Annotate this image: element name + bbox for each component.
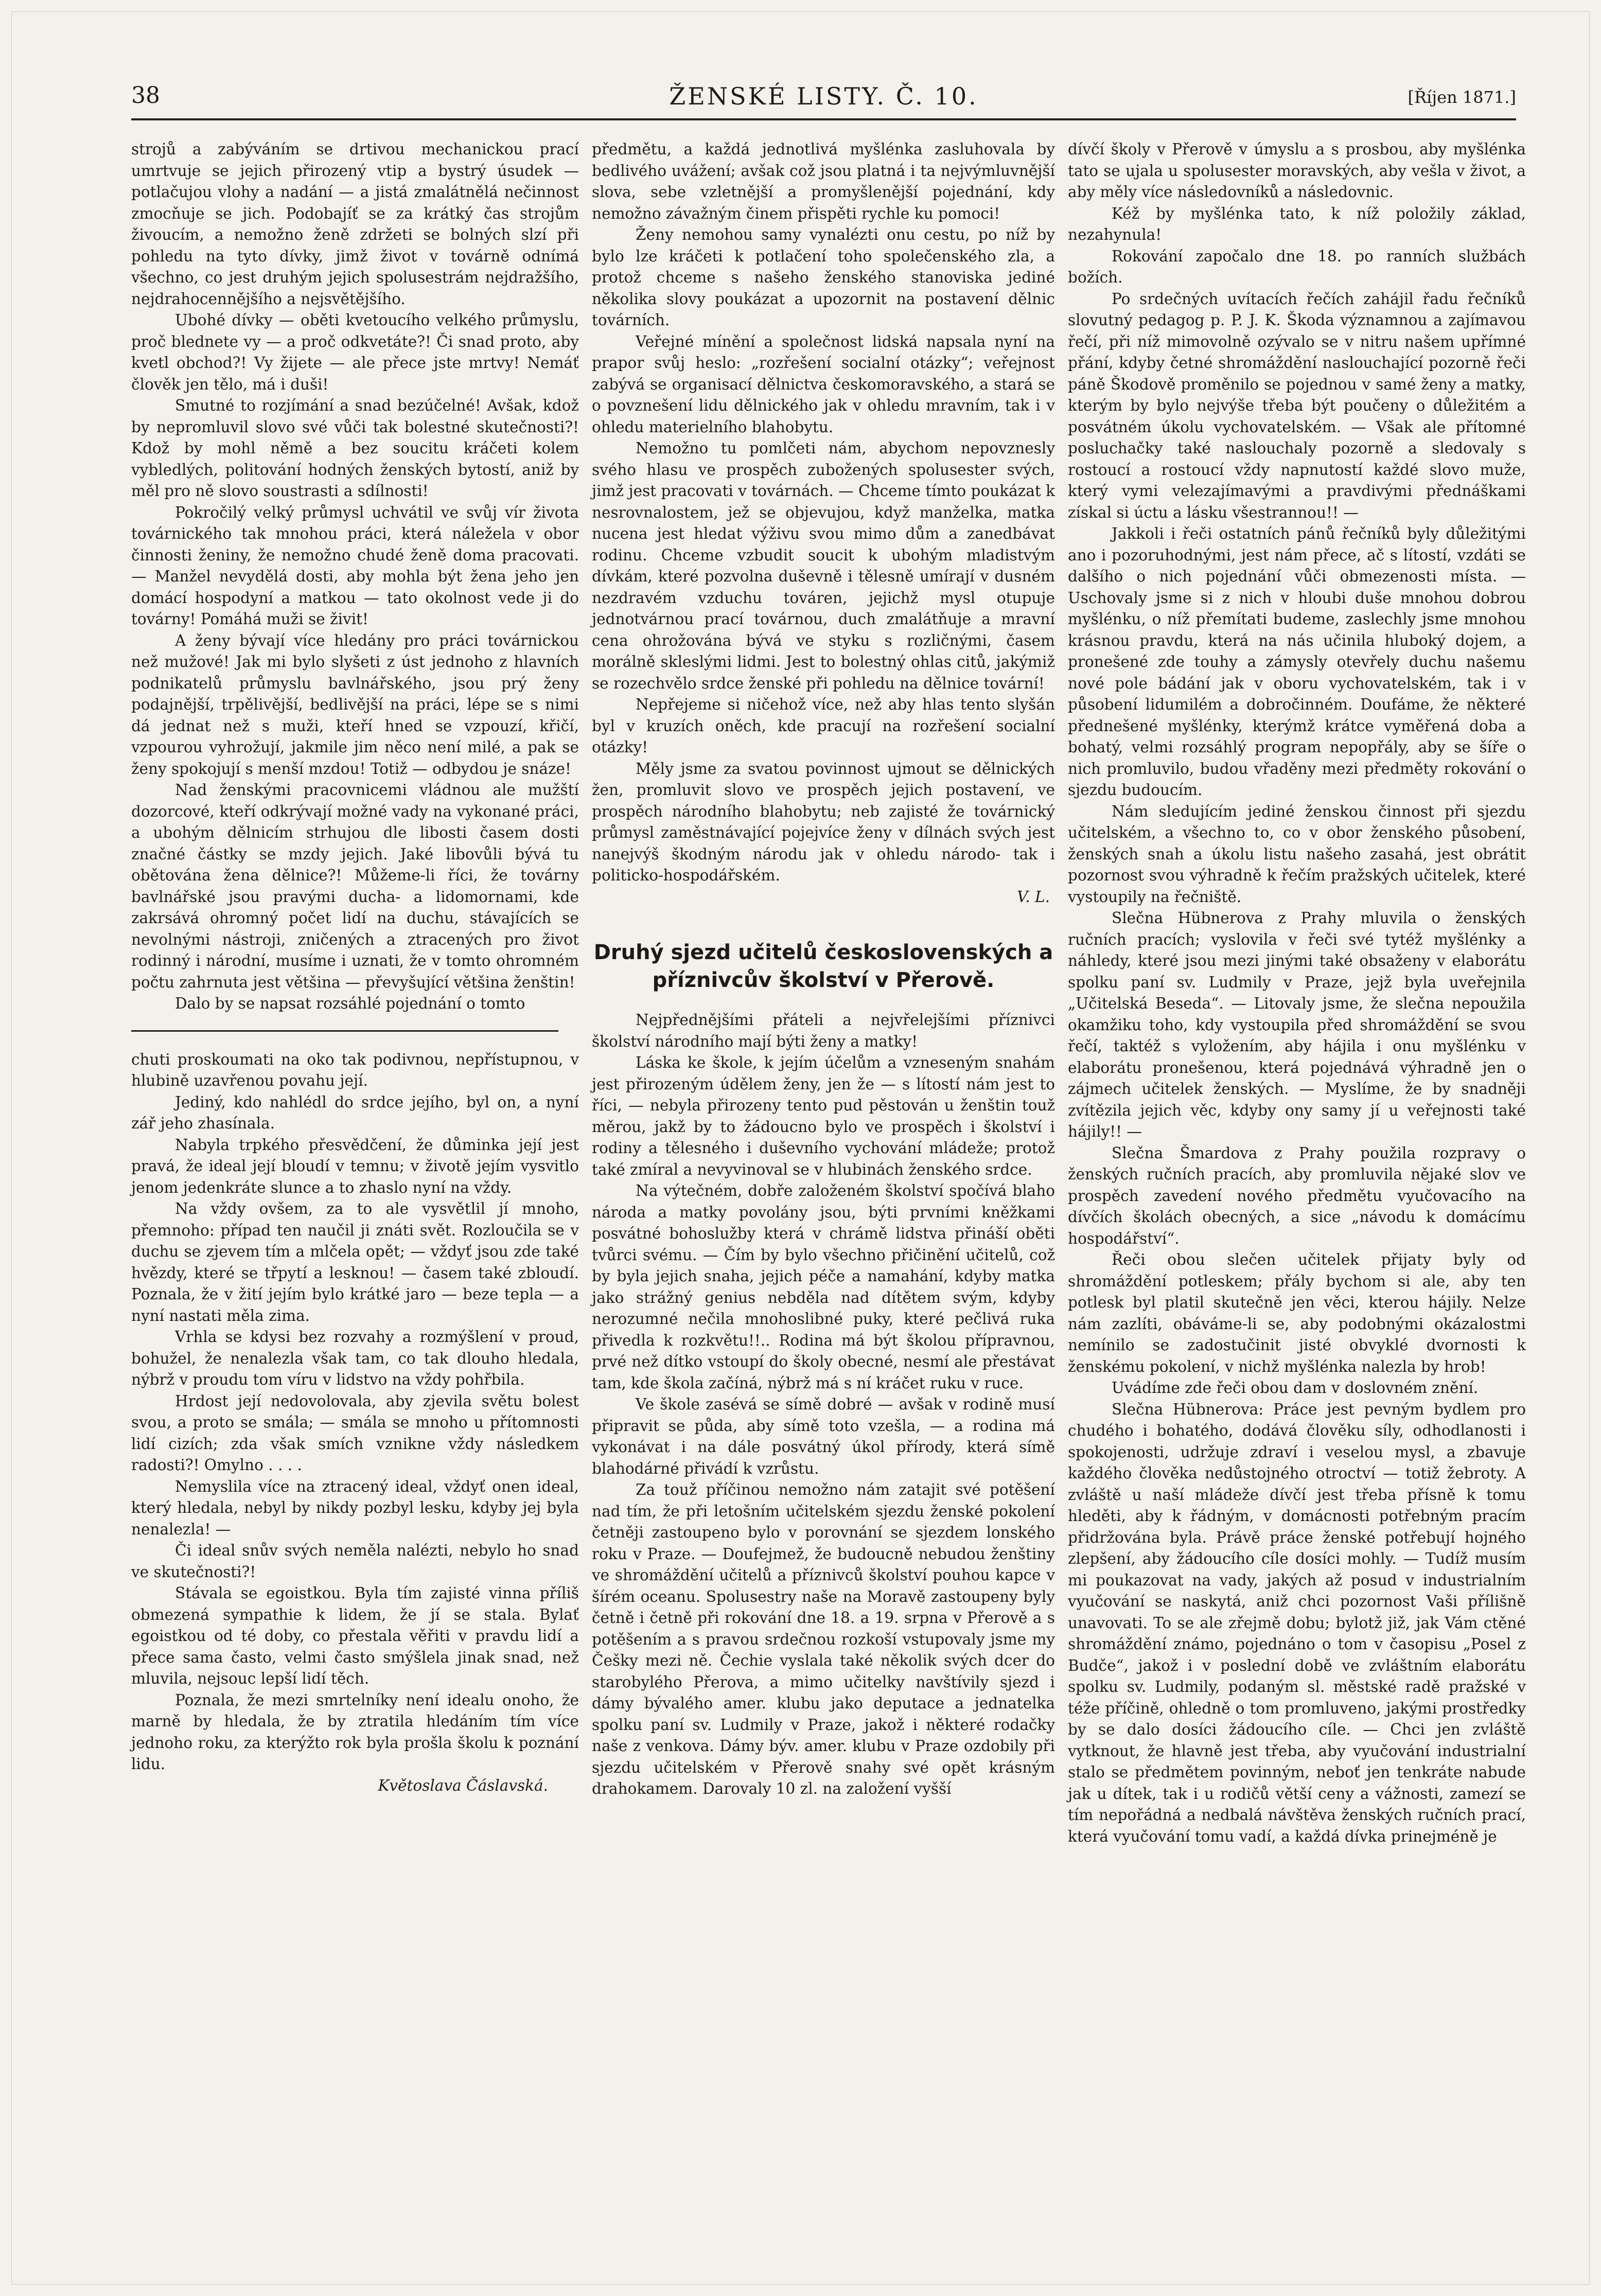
paragraph: Nemožno tu pomlčeti nám, abychom nepovznesly svého hlasu ve prospěch zubožených spolusester svých, jimž jest pracovati v továrnách. — Chceme tímto poukázat k nesrovnalostem, jež se objevujou, když manželka, matka nucena jest hledat výživu svou mimo dům a zanedbávat rodinu. Chceme vzbudit soucit k ubohým mladistvým dívkám, které pozvolna duševně i tělesně umírají v dusném nezdravém vzduchu továren, jejichž mysl otupuje jednotvárnou prací továrnou, duch zmalátňuje a mravní cena ohrožována bývá ve styku s rozličnými, časem morálně skleslými lidmi. Jest to bolestný ohlas citů, jakýmiž se rozechvělo srdce ženské při pohledu na dělnice tovární! <box>592 439 1055 692</box>
author-initials: V. L. <box>1017 888 1050 906</box>
paragraph: Nemyslila více na ztracený ideal, vždyť onen ideal, který hledala, nebyl by nikdy pozbyl lesku, kdyby jej byla nenalezla! — <box>131 1477 579 1538</box>
paragraph: Slečna Hübnerova z Prahy mluvila o ženských ručních pracích; vyslovila v řeči své tytéž myšlénky a náhledy, které jsou mezi jinými také obsaženy v elaborátu spolku paní sv. Ludmily v Praze, jejž byla uveřejnila „Učitelská Beseda“. — Litovaly jsme, že slečna nepoužila okamžiku toho, kdy vystoupila před shromáždění se svou řečí, taktéž s vyložením, aby hájila i onu myšlénku v elaborátu pronešenou, která pojednává výhradně jen o zájmech učitelek ženských. — Myslíme, že by snadněji zvítězila jejich věc, kdyby ony samy jí u veřejnosti také hájily!! — <box>1068 909 1526 1140</box>
paragraph: Ubohé dívky — oběti kvetoucího velkého průmyslu, proč blednete vy — a proč odkvetáte?! Či snad proto, aby kvetl obchod?! Vy žijete — ale přece jste mrtvy! Nemáť člověk jen tělo, má i duši! <box>131 311 579 393</box>
paragraph: strojů a zabýváním se drtivou mechanickou prací umrtvuje se jejich přirozený vtip a bystrý úsudek — potlačujou vlohy a nadání — a jistá zmalátnělá nečinnost zmocňuje se jich. Podobajíť se za krátký čas strojům živoucím, a nemožno ženě zdržeti se bolných slzí při pohledu na tyto dívky, jimž život v továrně odnímá všechno, co jest druhým jejich spolusestrám nejdražšího, nejdrahocennějšího a nejsvětějšího. <box>131 140 579 308</box>
paragraph: Veřejné mínění a společnost lidská napsala nyní na prapor svůj heslo: „rozřešení socialní otázky“; veřejnost zabývá se organisací dělnictva českomoravského, a stará se o povznešení lidu dělnického jak v ohledu mravním, tak i v ohledu materielního blahobytu. <box>592 332 1055 436</box>
paragraph: Stávala se egoistkou. Byla tím zajisté vinna příliš obmezená sympathie k lidem, že jí se stala. Bylať egoistkou od té doby, co přestala věřiti v pravdu lidí a přece sama často, velmi často smýšlela jinak snad, než mluvila, nejsouc lepší lidí těch. <box>131 1584 579 1687</box>
paragraph: Na vždy ovšem, za to ale vysvětlil jí mnoho, přemnoho: případ ten naučil ji znáti svět. Rozloučila se v duchu se zjevem tím a mlčela opět; — vždyť jsou zde také hvězdy, které se třpytí a lesknou! — časem také zbloudí. Poznala, že v žití jejím bylo krátké jaro — beze tepla — a nyní nastati měla zima. <box>131 1200 579 1324</box>
paragraph: předmětu, a každá jednotlivá myšlénka zasluhovala by bedlivého uvážení; avšak což jsou platná i ta nejvýmluvnější slova, sebe vzletnější a promyšlenější pojednání, kdy nemožno závažným činem přispěti rychle ku pomoci! <box>592 140 1055 222</box>
paragraph: Za touž příčinou nemožno nám zatajit své potěšení nad tím, že při letošním učitelském sjezdu ženské pokolení četněji zastoupeno bylo v porovnání se sjezdem lonského roku v Praze. — Doufejmež, že budoucně nebudou ženštiny ve shromáždění učitelů a příznivců školství pouhou kapce v šírém oceanu. Spolusestry naše na Moravě zastoupeny byly četně i četně při rokování dne 18. a 19. srpna v Přerově a s potěšením a s pravou srdečnou rozkoší vstupovaly jsme my Češky mezi ně. Čechie vyslala také několik svých dcer do starobylého Přerova, a mimo učitelky navštívily sjezd i dámy bývalého amer. klubu jako deputace a jednatelka spolku paní sv. Ludmily v Praze, jakož i některé rodačky naše z venkova. Dámy býv. amer. klubu v Praze ozdobily při sjezdu učitelském v Přerově snahy své opět krásným drahokamem. Darovaly 10 zl. na založení vyšší <box>592 1481 1055 1797</box>
header-rule <box>131 118 1516 120</box>
paragraph: Láska ke škole, k jejím účelům a vzneseným snahám jest přirozeným údělem ženy, jen že — s lítostí nám jest to říci, — nebyla přirozeny tento pud pěstován u ženštin touž měrou, jakž by to žádoucno bylo ve prospěch i školství i rodiny a tělesného i duševního vychování mládeže; protož také zmíral a nevyvinoval se v hlubinách ženského srdce. <box>592 1054 1055 1178</box>
paragraph: Nám sledujícím jediné ženskou činnost při sjezdu učitelském, a všechno to, co v obor ženského působení, ženských snah a úkolu listu našeho zasahá, jest obrátit pozornost svou výhradně k řečím pražských učitelek, které vystoupily na řečniště. <box>1068 802 1526 906</box>
paragraph: Na výtečném, dobře založeném školství spočívá blaho národa a matky povolány jsou, býti prvními kněžkami posvátné bohoslužby která v chrámě lidstva přináší oběti tvůrci svému. — Čím by bylo všechno přičinění učitelů, což by byla jejich snaha, jejich péče a namahání, kdyby matka jako strážný genius nebděla nad dítětem svým, kdyby nerozumné nečila mnohoslibné puky, které pečlivá ruka přivedla k rozkvětu!!.. Rodina má být školou přípravnou, prvé než dítko vstoupí do školy obecné, nesmí ale přestávat tam, kde škola začíná, nýbrž má s ní kráčet ruku v ruce. <box>592 1182 1055 1392</box>
paragraph: Smutné to rozjímání a snad bezúčelné! Avšak, kdož by nepromluvil slovo své vůči tak bolestné skutečnosti?! Kdož by mohl němě a bez soucitu kráčeti kolem vybledlých, politování hodných ženských bytostí, aniž by měl pro ně slovo soustrasti a sdílnosti! <box>131 397 579 500</box>
paragraph: Kéž by myšlénka tato, k níž položily základ, nezahynula! <box>1068 204 1526 243</box>
page-number: 38 <box>131 82 160 109</box>
section-divider <box>131 1030 558 1032</box>
paragraph: Měly jsme za svatou povinnost ujmout se dělnických žen, promluvit slovo ve prospěch jejich postavení, ve prospěch národního blahobytu; neb zajisté že továrnický průmysl zaměstnávající pojejvíce ženy v dílnách svých jest nanejvýš škodným národu jak v ohledu národo- tak i politicko-hospodářském. <box>592 760 1055 884</box>
paragraph: Nejpřednějšími přáteli a nejvřelejšími příznivci školství národního mají býti ženy a matky! <box>592 1011 1055 1050</box>
paragraph: Ženy nemohou samy vynalézti onu cestu, po níž by bylo lze kráčeti k potlačení toho společenského zla, a protož chceme s našeho ženského stanoviska jediné několika slovy poukázat a upozornit na postavení dělnic továrních. <box>592 226 1055 329</box>
author-signature: Květoslava Čáslavská. <box>378 1776 548 1794</box>
paragraph: Řeči obou slečen učitelek přijaty byly od shromáždění potleskem; přály bychom si ale, aby ten potlesk byl platil skutečně jen věci, kterou hájily. Nelze nám zazlíti, obáváme-li se, aby podobnými okázalostmi nemínilo se zadostučinit jisté obvyklé dvornosti k ženskému pokolení, v nichž myšlénka nalezla by hrob! <box>1068 1251 1526 1375</box>
journal-title: ŽENSKÉ LISTY. Č. 10. <box>669 82 978 110</box>
issue-date: [Říjen 1871.] <box>1408 87 1516 107</box>
paragraph: Jediný, kdo nahlédl do srdce jejího, byl on, a nyní zář jeho zhasínala. <box>131 1093 579 1132</box>
column-middle <box>592 139 1055 1800</box>
column-right <box>1068 139 1526 1847</box>
page-header <box>131 82 1516 123</box>
paragraph: Po srdečných uvítacích řečích zahájil řadu řečníků slovutný pedagog p. P. J. K. Škoda významnou a zajímavou řečí, při níž mimovolně ozývalo se v nitru našem upřímné přání, kdyby četné shromáždění naslouchající pozorně řeči páně Škodově proměnilo se pojednou v samé ženy a matky, kterým by bylo nejvýše třeba být poučeny o důležitém a posvátném úkolu vychovatelském. — Však ale přítomné posluchačky také naslouchaly pozorně a sledovaly s rostoucí a rostoucí vždy napnutostí každé slovo muže, který vymi velezajímavými a pravdivými přednáškami získal si úctu a lásku všestrannou!! — <box>1068 290 1526 521</box>
article-title: Druhý sjezd učitelů československých a příznivcův školství v Přerově. <box>593 941 1053 992</box>
paragraph: Dalo by se napsat rozsáhlé pojednání o tomto <box>175 995 525 1012</box>
column-left <box>131 139 579 1796</box>
paragraph: Uvádíme zde řeči obou dam v doslovném znění. <box>1112 1379 1479 1397</box>
paragraph: Slečna Šmardova z Prahy použila rozpravy o ženských ručních pracích, aby promluvila nějaké slov ve prospěch zavedení nového předmětu vyučovacího na dívčích školách obecných, a sice „návodu k domácímu hospodářství“. <box>1068 1144 1526 1247</box>
paragraph: Nepřejeme si ničehož více, než aby hlas tento slyšán byl v kruzích oněch, kde pracují na rozřešení socialní otázky! <box>592 696 1055 756</box>
paragraph: A ženy bývají více hledány pro práci továrnickou než mužové! Jak mi bylo slyšeti z úst jednoho z hlavních podnikatelů průmyslu bavlnářského, jsou prý ženy podajnější, trpělivější, bedlivější na práci, lépe se s nimi dá jednat než s muži, kteří hned se vzpouzí, křičí, vzpourou vyhrožují, jakmile jim něco není milé, a pak se ženy spokojují s menší mzdou! Totiž — odbydou je snáze! <box>131 631 579 778</box>
paragraph: dívčí školy v Přerově v úmyslu a s prosbou, aby myšlénka tato se ujala u spolusester moravských, aby vešla v život, a aby měly více následovníků a následovnic. <box>1068 140 1526 201</box>
paragraph: Pokročilý velký průmysl uchvátil ve svůj vír života továrnického tak mnohou práci, která náležela v obor činnosti ženiny, že nemožno chudé ženě doma pracovati. — Manžel nevydělá dosti, aby mohla být žena jeho jen domácí hospodyní a matkou — tato okolnost vede ji do továrny! Pomáhá muži se živit! <box>131 503 579 628</box>
paragraph: Rokování započalo dne 18. po ranních službách božích. <box>1068 247 1526 286</box>
paragraph: Ve škole zasévá se símě dobré — avšak v rodině musí připravit se půda, aby símě toto vzešla, — a rodina má vykonávat i na dále posvátný úkol přírody, která símě blahodárné přivádí k vzrůstu. <box>592 1396 1055 1477</box>
paragraph: Nad ženskými pracovnicemi vládnou ale mužští dozorcové, kteří odkrývají možné vady na vykonané práci, a ubohým dělnicím strhujou dle libosti časem dosti značné částky se mzdy jejich. Jaké libovůli bývá tu obětována žena dělnice?! Můžeme-li říci, že továrny bavlnářské jsou pravými ducha- a lidomornami, kde zakrsává ohromný počet lidí na duchu, stávajících se nevolnými nástroji, zničených a ztracených pro život rodinný i národní, musíme i uznati, že v tomto ohromném počtu zahrnuta jest většina — převyšující většina ženštin! <box>131 781 579 991</box>
paragraph: Nabyla trpkého přesvědčení, že důminka její jest pravá, že ideal její bloudí v temnu; v životě jejím vysvitlo jenom jedenkráte slunce a to zhaslo nyní na vždy. <box>131 1136 579 1196</box>
paragraph: Vrhla se kdysi bez rozvahy a rozmýšlení v proud, bohužel, že nenalezla však tam, co tak dlouho hledala, nýbrž v proudu tom víru v lidstvo na vždy pohřbila. <box>131 1328 579 1388</box>
paragraph: chuti proskoumati na oko tak podivnou, nepřístupnou, v hlubině uzavřenou povahu její. <box>131 1050 579 1089</box>
paragraph: Slečna Hübnerova: Práce jest pevným bydlem pro chudého i bohatého, dodává člověku síly, odhodlanosti i spokojenosti, udržuje zdraví i veselou mysl, a zbavuje každého člověka nedůstojného otroctví — totiž žebroty. A zvláště u naší mládeže dívčí jest třeba přísně k tomu hleděti, aby k řádným, v domácnosti potřebným pracím přidržována byla. Právě práce ženské potřebují hojného zlepšení, aby žádoucího cíle dosíci mohly. — Tudíž musím mi poukazovat na vady, jakých až posud v industrialním vyučování se naskytá, aniž chci pozornost Vaši přílišně unavovati. To se ale zřejmě dobu; bylotž již, jak Vám ctěné shromáždění známo, pojednáno o tom v časopisu „Posel z Budče“, jakož i v poslední době ve zvláštním elaborátu spolku sv. Ludmily, podaným sl. městské radě pražské v téže příčině, ohledně o tom promluveno, jakými prostředky by se dalo dosíci žádoucího cíle. — Chci jen zvláště vytknout, že hlavně jest třeba, aby vyučování industrialní stalo se předmětem povinným, neboť jen tenkráte nabude jak u dítek, tak i u rodičů větší ceny a vážnosti, zamezí se tím nepořádná a nedbalá návštěva ženských ručních prací, která vyučování tomu vadí, a každá dívka prinejméně je <box>1068 1400 1526 1845</box>
paragraph: Hrdost její nedovolovala, aby zjevila světu bolest svou, a proto se smála; — smála se mnoho u přítomnosti lidí cizích; zda však smích vznikne vždy následkem radosti?! Omylno . . . . <box>131 1392 579 1474</box>
paragraph: Jakkoli i řeči ostatních pánů řečníků byly důležitými ano i pozoruhodnými, jest nám přece, ač s lítostí, vzdáti se dalšího o nich pojednání vůči obmezenosti místa. — Uschovaly jsme si z nich v hloubi duše mnohou dobrou myšlénku, o níž přemítati budeme, zaslechly jsme mnohou krásnou pravdu, která na nás učinila hluboký dojem, a pronešené zde touhy a zámysly otevřely duchu našemu nové pole bádání jak v oboru vychovatelském, tak i v působení lidumilém a dobročinném. Doufáme, že některé přednešené myšlénky, kterýmž krátce vyměřená doba a bohatý, velmi rozsáhlý program nepopřály, aby se šíře o nich promluvilo, budou vřaděny mezi předměty rokování o sjezdu budoucím. <box>1068 525 1526 799</box>
paragraph: Poznala, že mezi smrtelníky není idealu onoho, že marně by hledala, že by ztratila hledáním tím více jednoho roku, za kterýžto rok byla prošla školu k poznání lidu. <box>131 1691 579 1773</box>
paragraph: Či ideal snův svých neměla nalézti, nebylo ho snad ve skutečnosti?! <box>131 1542 579 1581</box>
